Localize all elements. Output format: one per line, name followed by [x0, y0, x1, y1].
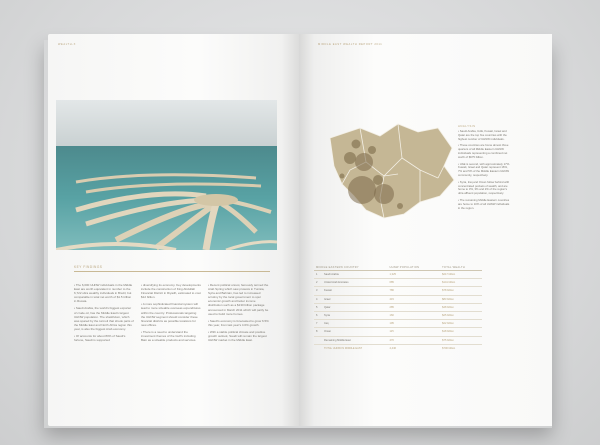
- table-row: [314, 303, 482, 311]
- aerial-photo-palm-island: [56, 100, 277, 250]
- right-page: [299, 34, 552, 426]
- analysis-paragraph: • Syria, Iraq and Oman follow behind with concentrated pockets of wealth, and are home to 3%, 3% and 2% of the region's ultra affluent population, respectively.: [458, 179, 510, 196]
- table-row: [314, 328, 482, 336]
- analysis-paragraph: • These countries are home almost three quarters of all Middle Eastern UHNW individuals representing a combined net worth of $675 billion.: [458, 143, 509, 159]
- rank-cell: 2: [314, 279, 322, 287]
- analysis-paragraph: • UAE is second, with approximately 17%. Kuwait, Israel and Qatar represent 16%, 7% and 5% of the Middle Eastern UHNW community, respectively.: [458, 161, 510, 177]
- table-row: [314, 295, 482, 303]
- bubble-oman: [397, 203, 403, 209]
- palm-island-illustration: [56, 100, 277, 250]
- bubble-other: [340, 174, 345, 179]
- analysis-paragraph: • The remaining Middle Eastern countries are home to 10% of all UHNW individuals in the region.: [458, 197, 510, 210]
- table-row: [314, 271, 482, 279]
- population-cell: 285: [388, 303, 441, 311]
- table-total-row: [314, 344, 482, 352]
- finding-paragraph: • There is a need to understand the investment themes of the Gulf's including Bain as a sizeable products and services.: [141, 330, 201, 342]
- findings-column-3: [208, 283, 270, 345]
- table-row: [314, 279, 482, 287]
- country-cell: Saudi Arabia: [322, 271, 388, 279]
- bubble-israel: [344, 152, 356, 164]
- wealth-cell: $83 billion: [440, 295, 482, 303]
- country-cell: Remaining Middle East: [322, 336, 388, 344]
- country-cell: Qatar: [322, 303, 388, 311]
- total-population-cell: 4,446: [389, 346, 396, 350]
- total-label-cell: TOTAL UHNW IN MIDDLE EAST: [324, 346, 363, 350]
- wealth-cell: $48 billion: [440, 303, 482, 311]
- finding-paragraph: • Saudi Arabia, the world's biggest exporter of crude oil, has the Middle East's largest UHNW population. The sheikhdom, which was spared by the turmoil that shook parts of the Middle East and North Africa region this year, is also the biggest Arab economy.: [74, 306, 134, 331]
- table-row: [314, 287, 482, 295]
- analysis-title: ANALYSIS: [458, 124, 476, 128]
- population-cell: 470: [388, 336, 441, 344]
- population-cell: 415: [388, 295, 441, 303]
- finding-paragraph: • diversifying its economy. Key developments include the construction of King Abdullah Financial District in Riyadh, estimated to cost $12 billion.: [141, 283, 201, 299]
- left-running-head: WEALTH-X: [58, 43, 77, 46]
- country-cell: Israel: [322, 295, 388, 303]
- section-rule: [74, 271, 270, 272]
- bubble-iraq: [368, 146, 376, 154]
- table-row: [314, 336, 482, 344]
- findings-column-2: [141, 283, 201, 345]
- wealth-cell: $18 billion: [440, 328, 482, 336]
- finding-paragraph: • The 6,000 UHNW individuals in the Middle East are worth equivalent in number to the 6,722 ultra wealthy individuals in Brazil, but comparable in total net worth of $1.5 trillion in Russia.: [74, 283, 134, 303]
- bubble-kuwait: [355, 153, 373, 171]
- wealth-cell: $75 billion: [440, 336, 482, 344]
- rank-cell: 1: [314, 271, 322, 279]
- table-row: [314, 311, 482, 319]
- wealth-cell: $25 billion: [440, 311, 482, 319]
- population-cell: 160: [388, 311, 441, 319]
- population-cell: 1,325: [388, 271, 441, 279]
- analysis-paragraph: • Saudi Arabia, UAE, Kuwait, Israel and Qatar are the top five countries with the highest number of UHNW individuals.: [458, 129, 507, 141]
- finding-paragraph: • Recent political unrest, famously termed the Arab Spring which saw protests in Tunisia, Syria and Bahrain, has led to increased scrutiny by the local government to spur economic growth and better income distribution such as a $130 billion package announced in March 2011 which will partly be used to build more homes.: [208, 283, 270, 316]
- finding-paragraph: • Saudi's economy is forecasted to grow 6.5% this year, from last year's 4.6% growth.: [208, 319, 270, 327]
- country-cell: United Arab Emirates: [322, 279, 388, 287]
- bubble-syria: [352, 140, 361, 149]
- middle-east-bubble-map: [320, 118, 460, 228]
- rank-cell: 6: [314, 311, 322, 319]
- population-cell: 115: [388, 328, 441, 336]
- rank-cell: [314, 336, 322, 344]
- wealth-cell: $78 billion: [440, 287, 482, 295]
- country-cell: Kuwait: [322, 287, 388, 295]
- header-country: MIDDLE EASTERN COUNTRY: [314, 264, 388, 271]
- rank-cell: 4: [314, 295, 322, 303]
- bubble-qatar: [373, 175, 383, 185]
- bubble-saudi-arabia: [348, 176, 376, 204]
- right-running-head: MIDDLE EAST WEALTH REPORT 2011: [318, 43, 383, 46]
- header-wealth: TOTAL WEALTH: [440, 264, 482, 271]
- rank-cell: 3: [314, 287, 322, 295]
- table-row: [314, 320, 482, 328]
- country-cell: Iraq: [322, 320, 388, 328]
- finding-paragraph: • With a stable political climate and positive growth outlook, Saudi will remain the largest UHNW market in the Middle East.: [208, 330, 270, 342]
- finding-paragraph: • Of accounts for about 80% of Saudi's fortune, Saudi is supported: [74, 334, 134, 342]
- rank-cell: 5: [314, 303, 322, 311]
- country-cell: Oman: [322, 328, 388, 336]
- findings-column-1: [74, 283, 134, 345]
- rank-cell: 8: [314, 328, 322, 336]
- key-findings-title: KEY FINDINGS: [74, 265, 103, 269]
- population-cell: 786: [388, 287, 441, 295]
- population-cell: 685: [388, 279, 441, 287]
- header-population: UHNW POPULATION: [388, 264, 441, 271]
- finding-paragraph: • A more sophisticated financial system will lead to more sizeable overseas expenditures within the country. Professionals targeting the UHNW segment should consider these financial districts as possible locations for new offices.: [141, 302, 201, 327]
- uhnw-by-country-table: [314, 264, 482, 352]
- analysis-sidebar: [458, 130, 512, 213]
- wealth-cell: $141 billion: [440, 279, 482, 287]
- population-cell: 195: [388, 320, 441, 328]
- wealth-cell: $22 billion: [440, 320, 482, 328]
- rank-cell: [314, 344, 322, 352]
- country-cell: Syria: [322, 311, 388, 319]
- wealth-cell: $217 billion: [440, 271, 482, 279]
- bubble-uae: [374, 184, 394, 204]
- rank-cell: 7: [314, 320, 322, 328]
- total-wealth-cell: $700 billion: [442, 346, 456, 350]
